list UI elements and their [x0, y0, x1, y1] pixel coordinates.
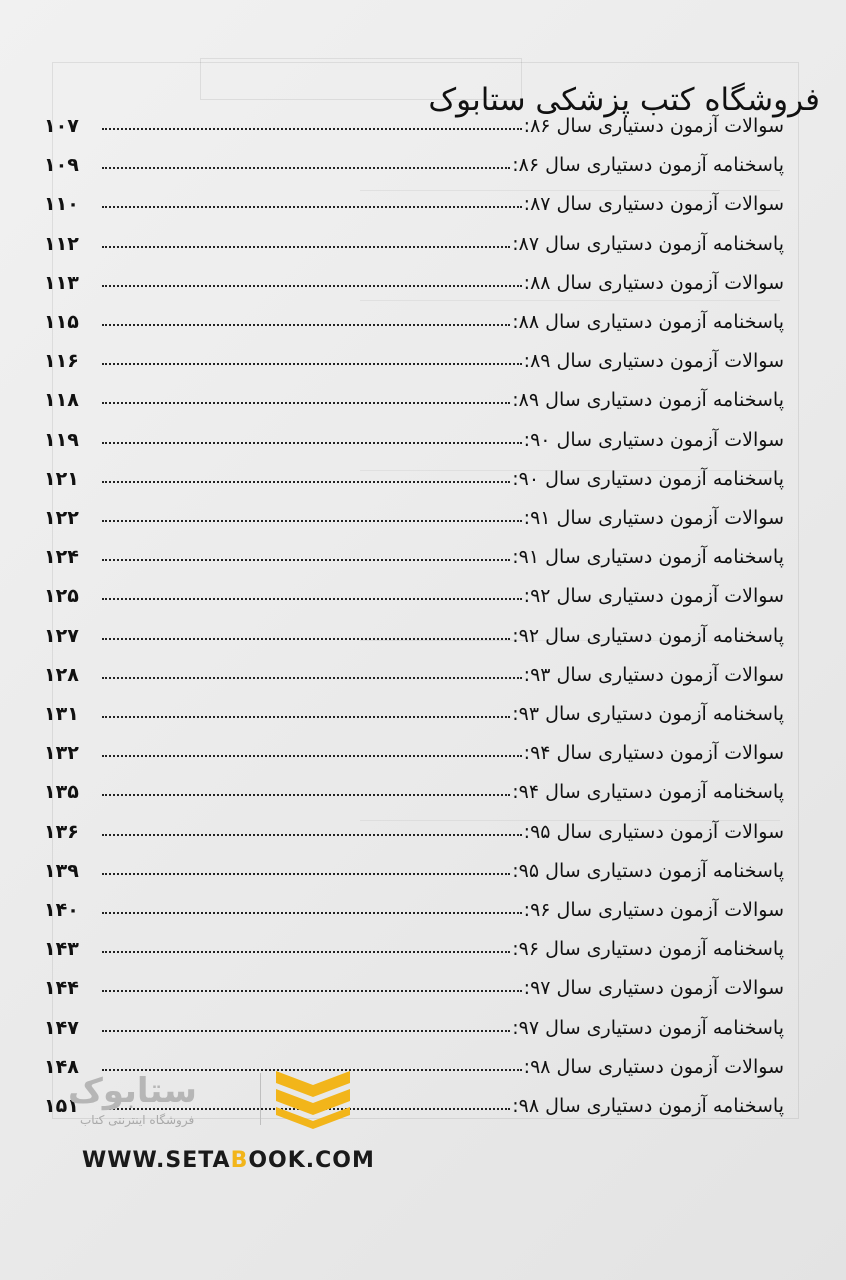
toc-dot-leader [102, 166, 510, 169]
toc-row[interactable] [44, 769, 784, 803]
toc-dot-leader [102, 401, 510, 404]
toc-row[interactable] [44, 730, 784, 764]
toc-entry-title: پاسخنامه آزمون دستیاری سال ۸۶: [512, 154, 784, 177]
toc-entry-title: سوالات آزمون دستیاری سال ۹۲: [523, 585, 784, 608]
toc-row[interactable] [44, 103, 784, 137]
toc-page-number: ۱۲۸ [44, 663, 79, 686]
toc-page-number: ۱۲۱ [44, 467, 79, 490]
toc-page-number: ۱۲۵ [44, 585, 79, 608]
toc-dot-leader [102, 872, 510, 875]
toc-row[interactable] [44, 456, 784, 490]
toc-entry-title: پاسخنامه آزمون دستیاری سال ۸۷: [512, 232, 784, 255]
toc-dot-leader [102, 558, 510, 561]
toc-row[interactable] [44, 691, 784, 725]
toc-dot-leader [102, 362, 522, 365]
toc-page-number: ۱۳۲ [44, 742, 79, 765]
toc-entry-title: پاسخنامه آزمون دستیاری سال ۸۹: [512, 389, 784, 412]
toc-entry-title: سوالات آزمون دستیاری سال ۸۹: [523, 350, 784, 373]
toc-entry-title: سوالات آزمون دستیاری سال ۹۳: [523, 663, 784, 686]
toc-row[interactable] [44, 1005, 784, 1039]
toc-page-number: ۱۳۱ [44, 703, 79, 725]
toc-dot-leader [102, 205, 522, 208]
website-url[interactable] [82, 1148, 375, 1173]
logo-tagline: فروشگاه اینترنتی کتاب [80, 1113, 195, 1127]
book-stack-icon [270, 1065, 356, 1129]
toc-row[interactable] [44, 260, 784, 294]
toc-row[interactable] [44, 926, 784, 960]
toc-page-number: ۱۴۰ [44, 899, 79, 921]
toc-entry-title: پاسخنامه آزمون دستیاری سال ۸۸: [512, 311, 784, 333]
toc-row[interactable] [44, 142, 784, 176]
toc-dot-leader [102, 637, 510, 640]
toc-entry-title: پاسخنامه آزمون دستیاری سال ۹۷: [512, 1016, 784, 1039]
toc-entry-title: سوالات آزمون دستیاری سال ۹۱: [523, 507, 784, 529]
toc-dot-leader [102, 833, 522, 836]
toc-entry-title: پاسخنامه آزمون دستیاری سال ۹۶: [512, 938, 784, 961]
toc-page-number: ۱۲۲ [44, 507, 79, 529]
toc-page-number: ۱۴۸ [44, 1055, 79, 1078]
toc-page-number: ۱۴۴ [44, 977, 79, 1000]
toc-dot-leader [102, 1029, 510, 1032]
toc-row[interactable] [44, 887, 784, 921]
toc-row[interactable] [44, 417, 784, 451]
store-watermark-title: فروشگاه کتب پزشکی ستابوک [428, 82, 820, 118]
toc-dot-leader [102, 597, 522, 600]
toc-page-number: ۱۱۹ [44, 428, 79, 451]
toc-page-number: ۱۱۶ [44, 350, 79, 373]
toc-row[interactable] [44, 809, 784, 843]
toc-row[interactable] [44, 848, 784, 882]
toc-page-number: ۱۴۷ [44, 1016, 79, 1039]
toc-dot-leader [102, 519, 522, 522]
toc-row[interactable] [44, 221, 784, 255]
toc-row[interactable] [44, 495, 784, 529]
toc-dot-leader [102, 911, 522, 914]
logo-divider [260, 1073, 261, 1125]
toc-row[interactable] [44, 652, 784, 686]
url-suffix: OOK.COM [248, 1148, 375, 1173]
toc-page-number: ۱۵۱ [44, 1095, 79, 1117]
toc-page-number: ۱۱۲ [44, 232, 79, 255]
toc-entry-title: پاسخنامه آزمون دستیاری سال ۹۱: [512, 546, 784, 569]
toc-entry-title: سوالات آزمون دستیاری سال ۹۴: [523, 742, 784, 765]
toc-page-number: ۱۱۸ [44, 389, 79, 412]
logo-wordmark: ستابوک [68, 1071, 197, 1111]
url-accent: B [230, 1148, 249, 1173]
toc-entry-title: سوالات آزمون دستیاری سال ۹۸: [523, 1055, 784, 1078]
toc-dot-leader [102, 245, 510, 248]
setabook-logo [60, 1065, 380, 1135]
toc-entry-title: سوالات آزمون دستیاری سال ۹۵: [523, 820, 784, 843]
toc-row[interactable] [44, 613, 784, 647]
toc-row[interactable] [44, 181, 784, 215]
toc-dot-leader [102, 676, 522, 679]
toc-entry-title: پاسخنامه آزمون دستیاری سال ۹۳: [512, 703, 784, 725]
toc-page-number: ۱۱۰ [44, 193, 79, 216]
toc-dot-leader [102, 989, 522, 992]
toc-dot-leader [102, 950, 510, 953]
toc-row[interactable] [44, 534, 784, 568]
toc-entry-title: پاسخنامه آزمون دستیاری سال ۹۲: [512, 624, 784, 647]
toc-page-number: ۱۱۵ [44, 311, 79, 333]
toc-row[interactable] [44, 377, 784, 411]
toc-entry-title: پاسخنامه آزمون دستیاری سال ۹۸: [512, 1095, 784, 1117]
toc-dot-leader [102, 127, 522, 130]
toc-page-number: ۱۳۶ [44, 820, 79, 843]
toc-entry-title: سوالات آزمون دستیاری سال ۹۶: [523, 899, 784, 921]
toc-page-number: ۱۰۷ [44, 115, 79, 137]
toc-page-number: ۱۳۹ [44, 859, 79, 882]
toc-page-number: ۱۲۷ [44, 624, 79, 647]
toc-dot-leader [102, 441, 522, 444]
toc-entry-title: پاسخنامه آزمون دستیاری سال ۹۰: [512, 467, 784, 490]
toc-row[interactable] [44, 338, 784, 372]
toc-row[interactable] [44, 299, 784, 333]
toc-page-number: ۱۰۹ [44, 154, 79, 177]
toc-entry-title: سوالات آزمون دستیاری سال ۹۷: [523, 977, 784, 1000]
toc-row[interactable] [44, 573, 784, 607]
toc-entry-title: سوالات آزمون دستیاری سال ۸۸: [523, 271, 784, 294]
toc-dot-leader [102, 715, 510, 718]
toc-entry-title: پاسخنامه آزمون دستیاری سال ۹۴: [512, 781, 784, 804]
toc-entry-title: سوالات آزمون دستیاری سال ۹۰: [523, 428, 784, 451]
toc-dot-leader [102, 793, 510, 796]
toc-page-number: ۱۲۴ [44, 546, 79, 569]
toc-dot-leader [102, 480, 510, 483]
toc-page-number: ۱۱۳ [44, 271, 79, 294]
toc-dot-leader [102, 754, 522, 757]
toc-page-number: ۱۳۵ [44, 781, 79, 804]
url-prefix: WWW.SETA [82, 1148, 231, 1173]
toc-dot-leader [102, 284, 522, 287]
toc-dot-leader [102, 323, 510, 326]
toc-page-number: ۱۴۳ [44, 938, 79, 961]
toc-row[interactable] [44, 965, 784, 999]
toc-entry-title: پاسخنامه آزمون دستیاری سال ۹۵: [512, 859, 784, 882]
toc-entry-title: سوالات آزمون دستیاری سال ۸۶: [523, 115, 784, 137]
toc-entry-title: سوالات آزمون دستیاری سال ۸۷: [523, 193, 784, 216]
